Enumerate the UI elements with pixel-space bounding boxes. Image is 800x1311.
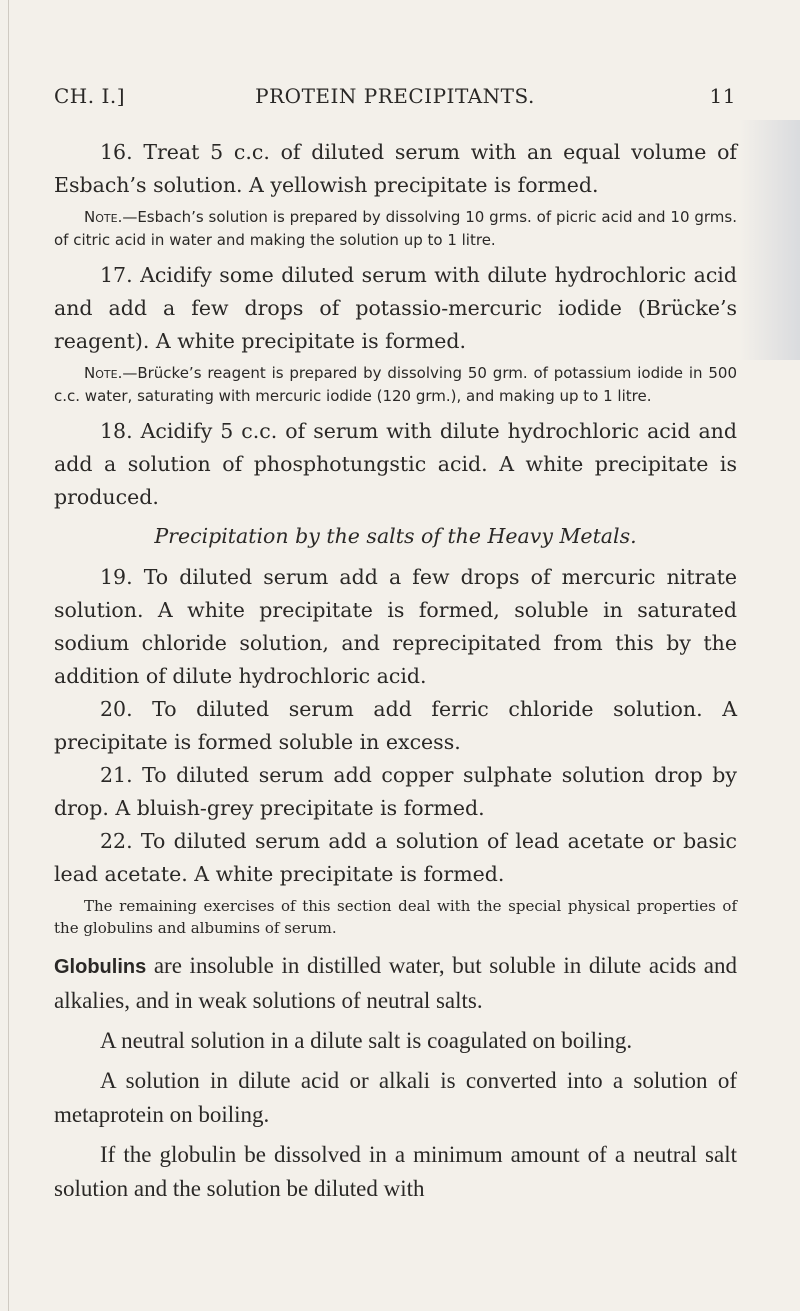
exercise-17: 17. Acidify some diluted serum with dilute hydrochloric acid and add a few drops of potassio-mercuric iodide (Brücke’s reagent). A white precipitate is formed. <box>54 263 737 353</box>
exercise-16: 16. Treat 5 c.c. of diluted serum with an equal volume of Esbach’s solution. A yellowish precipitate is formed. <box>54 140 737 197</box>
running-title: PROTEIN PRECIPITANTS. <box>255 84 535 108</box>
note-label: Note <box>84 364 118 382</box>
note-brucke <box>54 362 737 407</box>
running-head <box>54 84 736 114</box>
page-number: 11 <box>709 84 736 108</box>
note-text: .—Brücke’s reagent is prepared by dissolving 50 grm. of potassium iodide in 500 c.c. water, saturating with mercuric iodide (120 grm.), and making up to 1 litre. <box>54 364 737 405</box>
globulins-paragraph <box>54 949 737 1018</box>
fact-dilution: If the globulin be dissolved in a minimum amount of a neutral salt solution and the solution be diluted with <box>54 1142 737 1201</box>
section-intro: The remaining exercises of this section deal with the special physical properties of the globulins and albumins of serum. <box>54 897 737 937</box>
note-text: .—Esbach’s solution is prepared by dissolving 10 grms. of picric acid and 10 grms. of citric acid in water and making the solution up to 1 litre. <box>54 208 737 249</box>
globulins-lead: Globulins <box>54 956 147 978</box>
page-edge-line <box>8 0 9 1311</box>
page-body <box>54 136 737 1212</box>
section-heading: Precipitation by the salts of the Heavy Metals. <box>154 524 637 548</box>
fact-coagulation: A neutral solution in a dilute salt is coagulated on boiling. <box>100 1028 633 1053</box>
exercise-22: 22. To diluted serum add a solution of lead acetate or basic lead acetate. A white precipitate is formed. <box>54 829 737 886</box>
exercise-20: 20. To diluted serum add ferric chloride solution. A precipitate is formed soluble in excess. <box>54 697 737 754</box>
exercise-21: 21. To diluted serum add copper sulphate solution drop by drop. A bluish-grey precipitate is formed. <box>54 763 737 820</box>
globulins-rest: are insoluble in distilled water, but soluble in dilute acids and alkalies, and in weak solutions of neutral salts. <box>54 953 737 1013</box>
exercise-18: 18. Acidify 5 c.c. of serum with dilute hydrochloric acid and add a solution of phosphotungstic acid. A white precipitate is produced. <box>54 419 737 509</box>
page-edge-stain <box>740 120 800 360</box>
exercise-19: 19. To diluted serum add a few drops of mercuric nitrate solution. A white precipitate is formed, soluble in saturated sodium chloride solution, and reprecipitated from this by the addition of dilute hydrochloric acid. <box>54 565 737 688</box>
note-esbach <box>54 206 737 251</box>
chapter-label: CH. I.] <box>54 84 126 108</box>
note-label: Note <box>84 208 118 226</box>
fact-metaprotein: A solution in dilute acid or alkali is converted into a solution of metaprotein on boiling. <box>54 1068 737 1127</box>
